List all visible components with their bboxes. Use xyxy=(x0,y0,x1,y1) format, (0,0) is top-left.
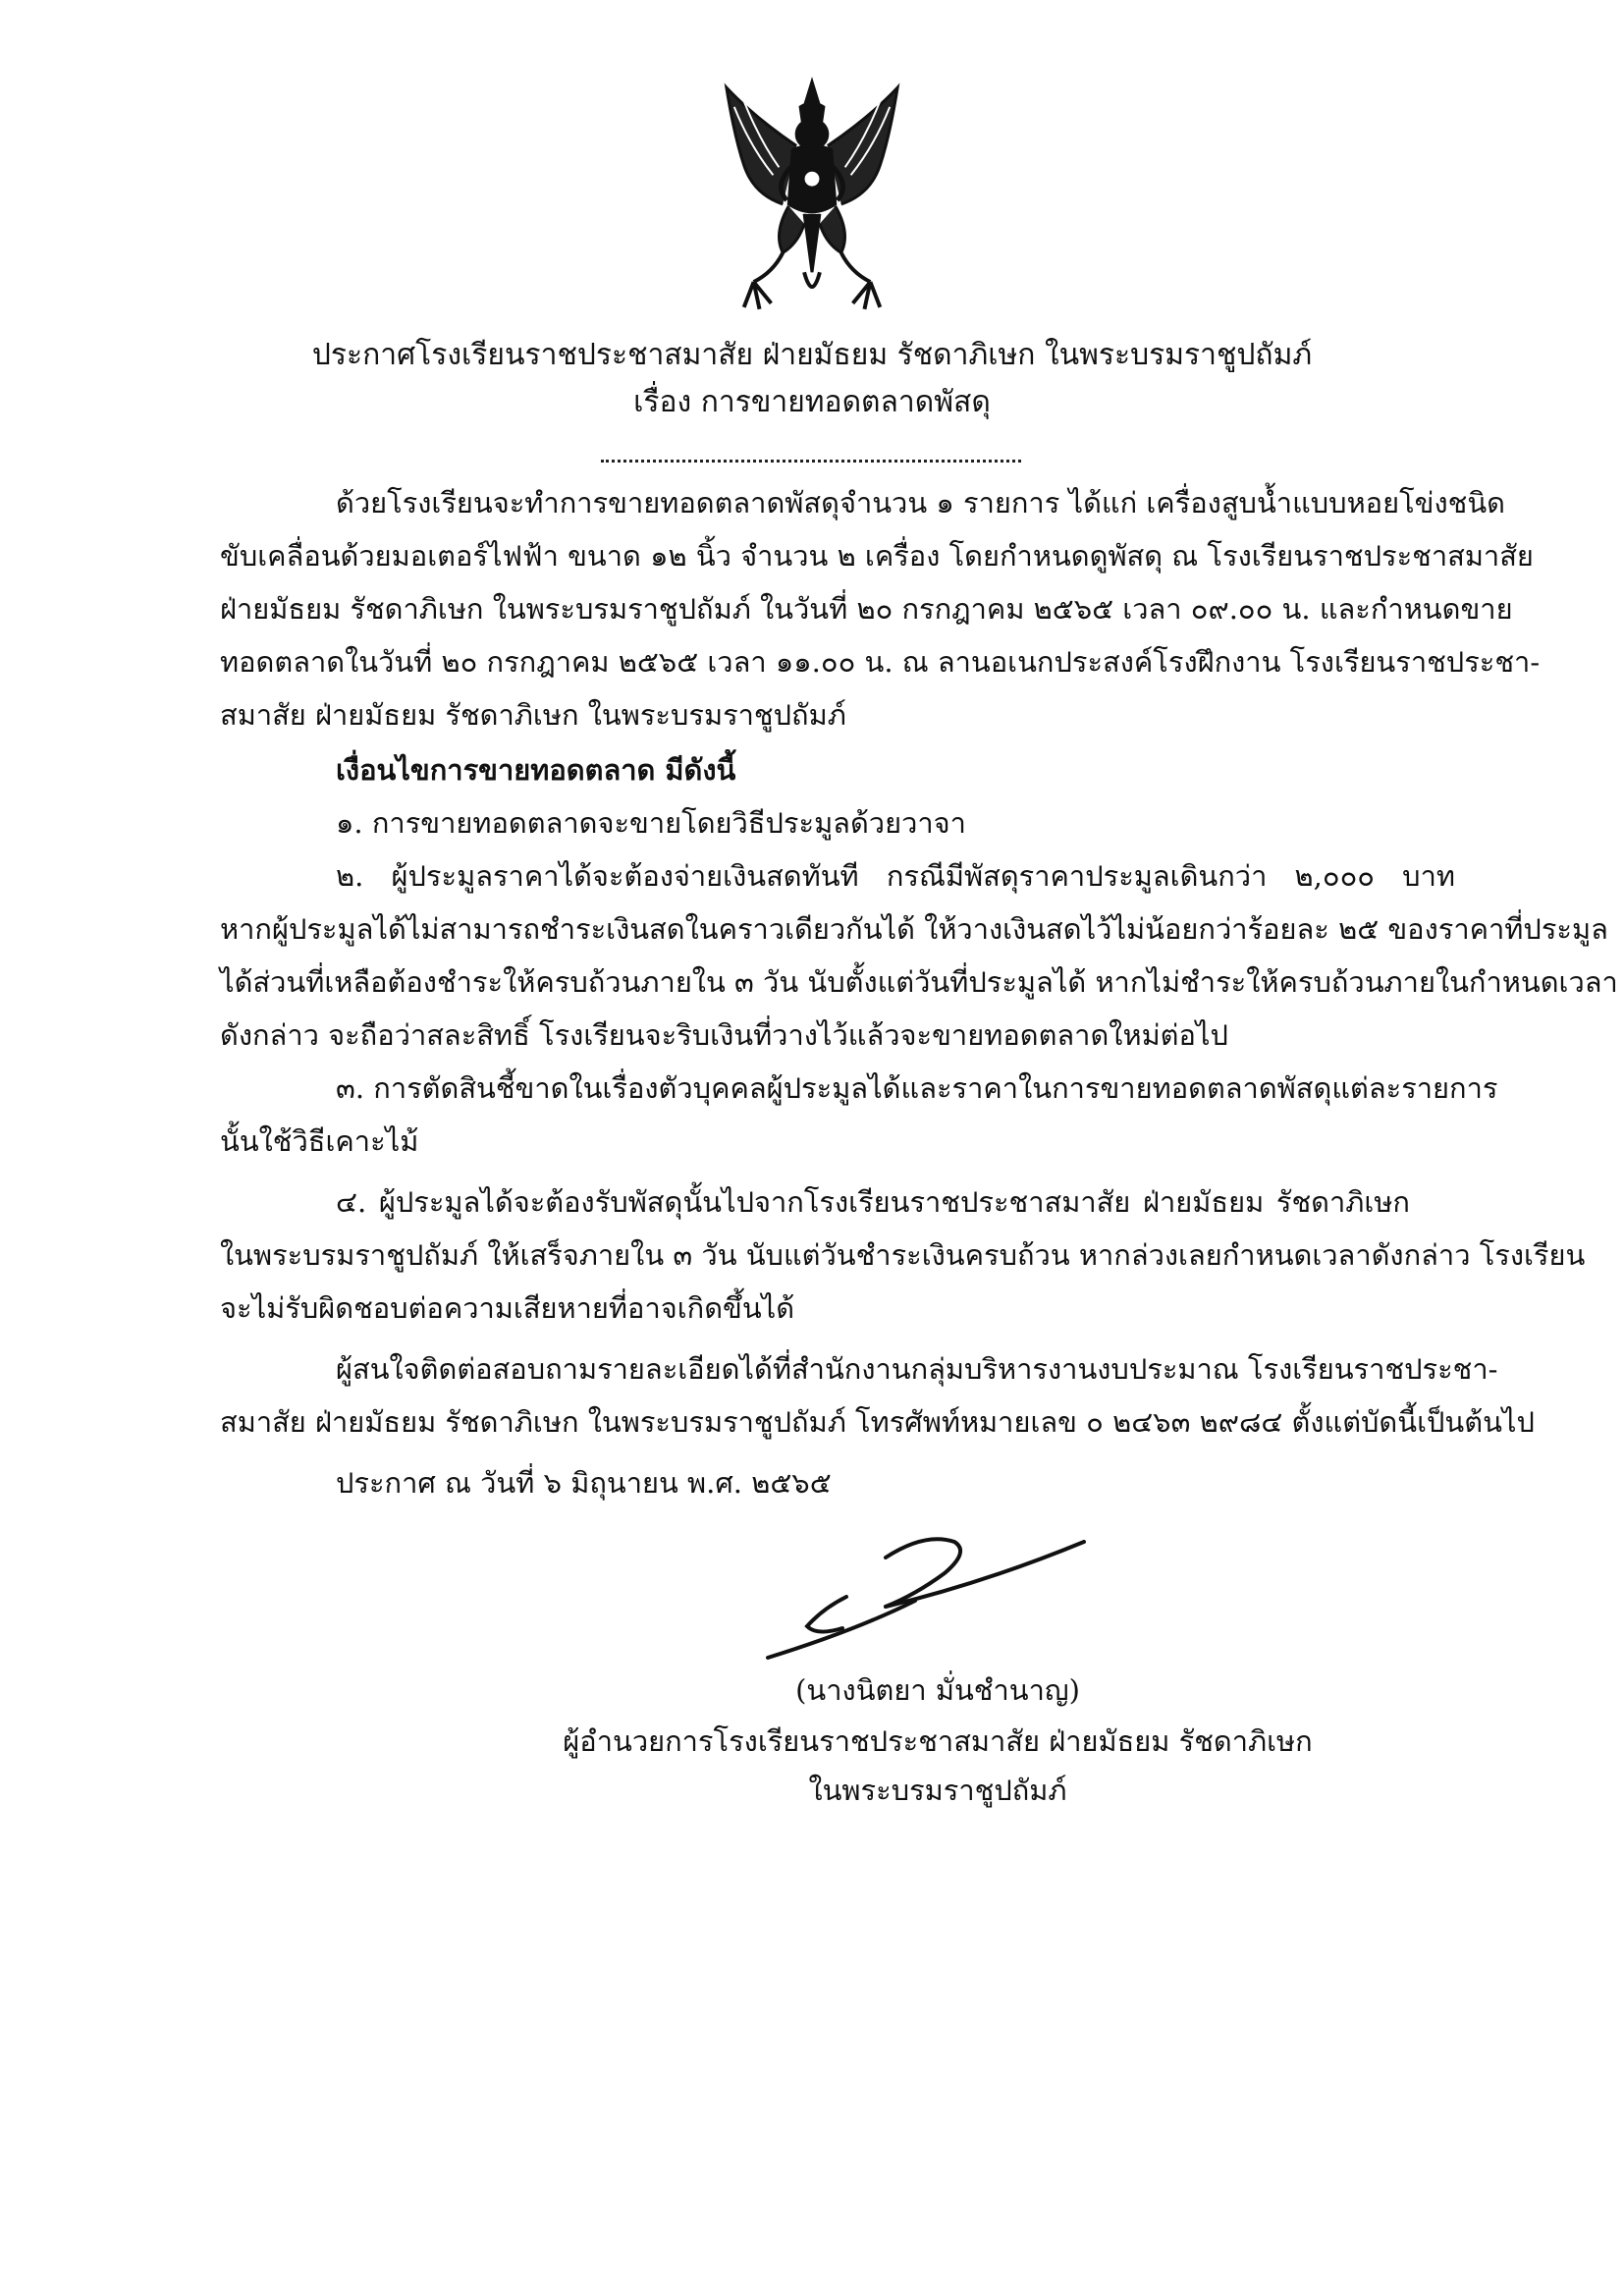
contact-line-2: สมาสัย ฝ่ายมัธยม รัชดาภิเษก ในพระบรมราชูปถัมภ์ โทรศัพท์หมายเลข ๐ ๒๔๖๓ ๒๙๘๔ ตั้งแต่บัดนี้เป็นต้นไป xyxy=(220,1405,1535,1439)
condition-2-line-1: ๒. ผู้ประมูลราคาได้จะต้องจ่ายเงินสดทันที กรณีมีพัสดุราคาประมูลเดินกว่า ๒,๐๐๐ บาท xyxy=(336,859,1455,893)
condition-2-line-3: ได้ส่วนที่เหลือต้องชำระให้ครบถ้วนภายใน ๓ วัน นับตั้งแต่วันที่ประมูลได้ หากไม่ชำระให้ครบถ้วนภายในกำหนดเวลา xyxy=(220,965,1618,999)
handwritten-signature xyxy=(748,1512,1092,1669)
intro-line-2: ขับเคลื่อนด้วยมอเตอร์ไฟฟ้า ขนาด ๑๒ นิ้ว จำนวน ๒ เครื่อง โดยกำหนดดูพัสดุ ณ โรงเรียนราชประชาสมาสัย xyxy=(220,539,1534,573)
condition-3-line-1: ๓. การตัดสินชี้ขาดในเรื่องตัวบุคคลผู้ประมูลได้และราคาในการขายทอดตลาดพัสดุแต่ละรายการ xyxy=(336,1071,1498,1105)
announcement-date: ประกาศ ณ วันที่ ๖ มิถุนายน พ.ศ. ๒๕๖๕ xyxy=(336,1466,832,1500)
intro-line-4: ทอดตลาดในวันที่ ๒๐ กรกฎาคม ๒๕๖๕ เวลา ๑๑.๐๐ น. ณ ลานอเนกประสงค์โรงฝึกงาน โรงเรียนราชประชา- xyxy=(220,645,1541,679)
condition-2-line-2: หากผู้ประมูลได้ไม่สามารถชำระเงินสดในคราวเดียวกันได้ ให้วางเงินสดไว้ไม่น้อยกว่าร้อยละ ๒๕ ของราคาที่ประมูล xyxy=(220,912,1608,946)
condition-3-line-2: นั้นใช้วิธีเคาะไม้ xyxy=(220,1124,419,1158)
condition-4-line-3: จะไม่รับผิดชอบต่อความเสียหายที่อาจเกิดขึ้นได้ xyxy=(220,1291,795,1325)
document-title: ประกาศโรงเรียนราชประชาสมาสัย ฝ่ายมัธยม รัชดาภิเษก ในพระบรมราชูปถัมภ์ xyxy=(311,338,1313,372)
conditions-heading: เงื่อนไขการขายทอดตลาด มีดังนี้ xyxy=(336,753,736,787)
signatory-name: (นางนิตยา มั่นชำนาญ) xyxy=(795,1673,1080,1707)
condition-2-line-4: ดังกล่าว จะถือว่าสละสิทธิ์ โรงเรียนจะริบเงินที่วางไว้แล้วจะขายทอดตลาดใหม่ต่อไป xyxy=(220,1018,1228,1052)
signatory-position-2: ในพระบรมราชูปถัมภ์ xyxy=(808,1774,1067,1807)
intro-line-1: ด้วยโรงเรียนจะทำการขายทอดตลาดพัสดุจำนวน ๑ รายการ ได้แก่ เครื่องสูบน้ำแบบหอยโข่งชนิด xyxy=(336,486,1505,519)
intro-line-3: ฝ่ายมัธยม รัชดาภิเษก ในพระบรมราชูปถัมภ์ ในวันที่ ๒๐ กรกฎาคม ๒๕๖๕ เวลา ๐๙.๐๐ น. และกำหนดขาย xyxy=(220,592,1513,626)
garuda-emblem-icon xyxy=(715,77,909,316)
condition-1: ๑. การขายทอดตลาดจะขายโดยวิธีประมูลด้วยวาจา xyxy=(336,806,966,840)
condition-4-line-1: ๔. ผู้ประมูลได้จะต้องรับพัสดุนั้นไปจากโรงเรียนราชประชาสมาสัย ฝ่ายมัธยม รัชดาภิเษก xyxy=(336,1185,1410,1219)
signatory-position-1: ผู้อำนวยการโรงเรียนราชประชาสมาสัย ฝ่ายมัธยม รัชดาภิเษก xyxy=(563,1724,1313,1758)
document-subject: เรื่อง การขายทอดตลาดพัสดุ xyxy=(633,385,991,419)
contact-line-1: ผู้สนใจติดต่อสอบถามรายละเอียดได้ที่สำนักงานกลุ่มบริหารงานงบประมาณ โรงเรียนราชประชา- xyxy=(336,1352,1498,1386)
intro-line-5: สมาสัย ฝ่ายมัธยม รัชดาภิเษก ในพระบรมราชูปถัมภ์ xyxy=(220,698,846,732)
title-divider xyxy=(601,460,1021,463)
condition-4-line-2: ในพระบรมราชูปถัมภ์ ให้เสร็จภายใน ๓ วัน นับแต่วันชำระเงินครบถ้วน หากล่วงเลยกำหนดเวลาดังกล่าว โรงเรียน xyxy=(220,1238,1586,1272)
